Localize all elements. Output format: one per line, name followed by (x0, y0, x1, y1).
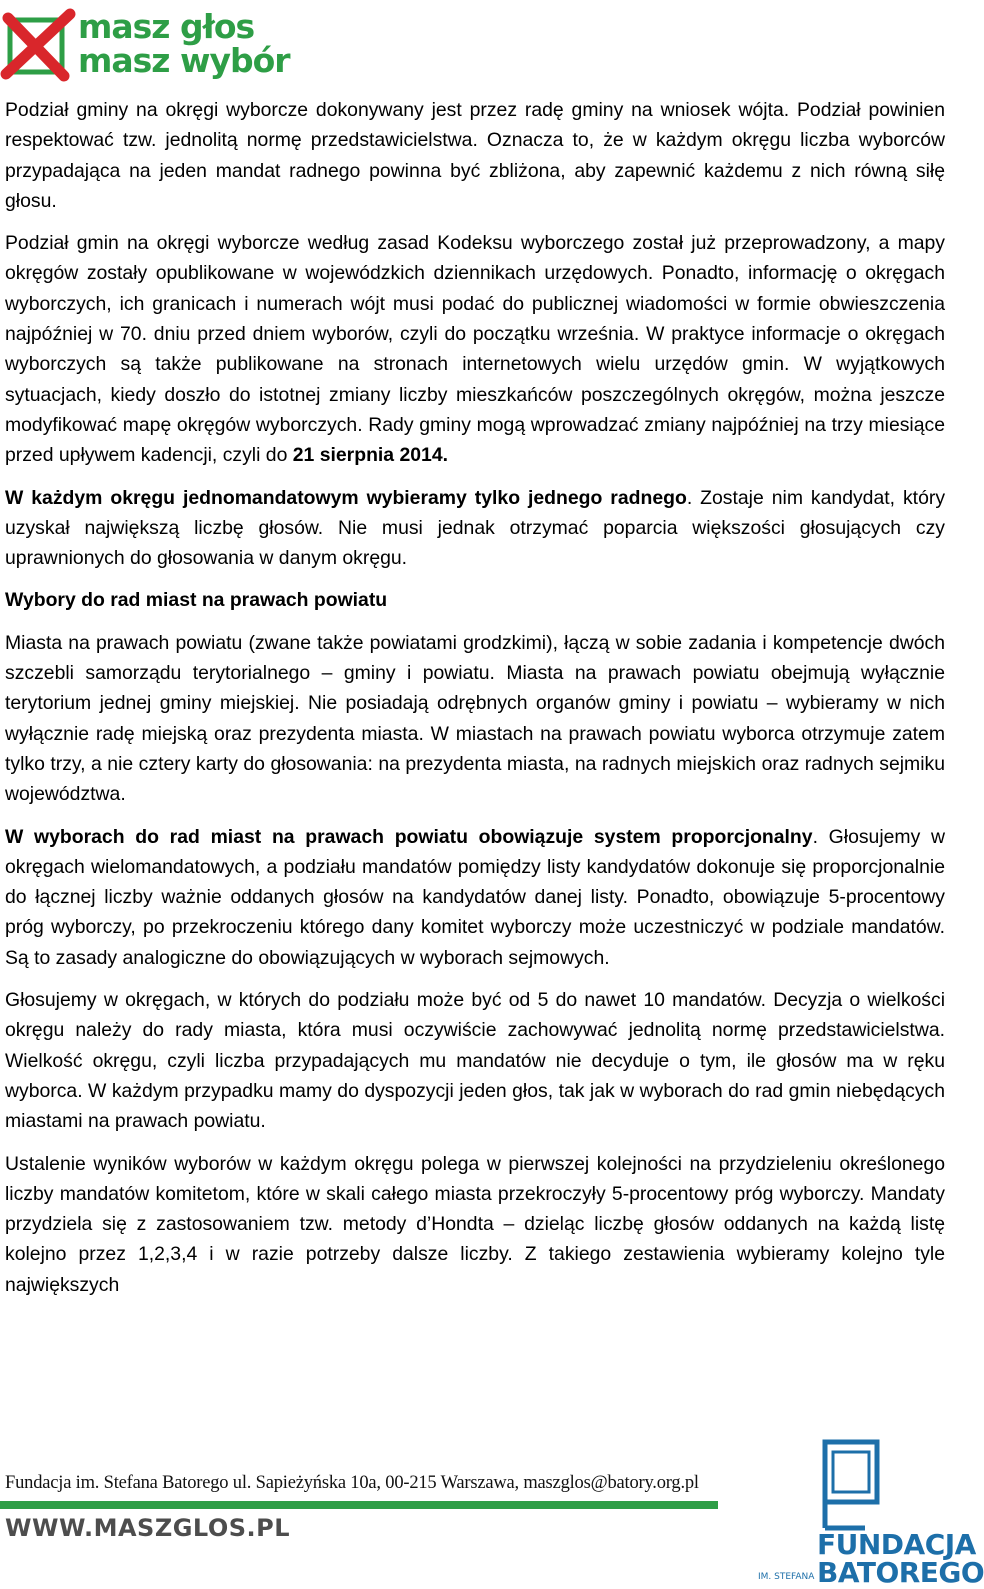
footer-address (5, 1473, 699, 1494)
bold-text: W każdym okręgu jednomandatowym wybieramy tylko jednego radnego (5, 486, 687, 509)
paragraph-text: Miasta na prawach powiatu (zwane także powiatami grodzkimi), łączą w sobie zadania i kompetencje dwóch szczebli samorządu terytorialnego – gminy i powiatu. Miasta na prawach powiatu obejmują wyłącznie terytorium jednej gminy miejskiej. Nie posiadają odrębnych organów gminy i powiatu – wybieramy w nich wyłącznie radę miejską oraz prezydenta miasta. W miastach na prawach powiatu wyborca otrzymuje zatem tylko trzy, a nie cztery karty do głosowania: na prezydenta miasta, na radnych miejskich oraz radnych sejmiku województwa. (5, 631, 945, 806)
body-paragraph (5, 822, 945, 973)
paragraph-text: . Zostaje nim kandydat, który uzyskał największą liczbę głosów. Nie musi jednak otrzymać poparcia większości głosujących czy uprawnionych do głosowania w danym okręgu. (5, 486, 946, 570)
paragraph-text: Podział gmin na okręgi wyborcze według zasad Kodeksu wyborczego został już przeprowadzony, a mapy okręgów zostały opublikowane w wojewódzkich dziennikach urzędowych. Ponadto, informację o okręgach wyborczych, ich granicach i numerach wójt musi podać do publicznej wiadomości w formie obwieszczenia najpóźniej w 70. dniu przed dniem wyborów, czyli do początku września. W praktyce informacje o okręgach wyborczych są także publikowane na stronach internetowych wielu urzędów gmin. W wyjątkowych sytuacjach, kiedy doszło do istotnej zmiany liczby mieszkańców poszczególnych okręgów, można jeszcze modyfikować mapę okręgów wyborczych. Rady gminy mogą wprowadzać zmiany najpóźniej na trzy miesiące przed upływem kadencji, czyli do (5, 232, 945, 467)
paragraph-text: Głosujemy w okręgach, w których do podziału może być od 5 do nawet 10 mandatów. Decyzja o wielkości okręgu należy do rady miasta, która musi oczywiście zachowywać jednolitą normę przedstawicielstwa. Wielkość okręgu, czyli liczba przypadających mu mandatów nie decyduje o tym, ile głosów ma w ręku wyborca. W każdym przypadku mamy do dyspozycji jeden głos, tak jak w wyborach do rad gmin niebędących miastami na prawach powiatu. (5, 989, 945, 1133)
body-paragraph (5, 985, 945, 1136)
batory-foundation-logo-icon (819, 1440, 899, 1532)
bold-text: W wyborach do rad miast na prawach powiatu obowiązuje system proporcjonalny (5, 825, 813, 848)
logo-line-2: masz wybór (78, 41, 290, 80)
document-body (5, 95, 945, 1312)
paragraph-text: Podział gminy na okręgi wyborcze dokonywany jest przez radę gminy na wniosek wójta. Podział powinien respektować tzw. jednolitą normę przedstawicielstwa. Oznacza to, że w każdym okręgu liczba wyborców przypadająca na jeden mandat radnego powinna być zbliżona, aby zapewnić każdemu z nich równą siłę głosu. (5, 99, 945, 212)
masz-glos-logo[interactable] (4, 7, 290, 84)
x-mark-icon (4, 10, 78, 82)
body-paragraph (5, 95, 945, 216)
page-footer (0, 1440, 984, 1589)
foundation-im-stefana: IM. STEFANA (758, 1572, 815, 1582)
footer-divider (0, 1501, 718, 1509)
batory-foundation-logo[interactable] (755, 1440, 984, 1589)
foundation-name-line-1: FUNDACJA (817, 1528, 976, 1561)
footer-contact[interactable]: ul. Sapieżyńska 10a, 00-215 Warszawa, maszglos@batory.org.pl (232, 1473, 699, 1493)
body-paragraph (5, 628, 945, 810)
paragraph-text: . Głosujemy w okręgach wielomandatowych, a podziału mandatów pomiędzy listy kandydatów dokonuje się proporcjonalnie do łącznej liczby ważnie oddanych głosów na kandydatów danej listy. Ponadto, obowiązuje 5-procentowy próg wyborczy, po przekroczeniu którego dany komitet wyborczy może uczestniczyć w podziale mandatów. Są to zasady analogiczne do obowiązujących w wyborach sejmowych. (5, 825, 946, 969)
footer-foundation-name: Fundacja im. Stefana Batorego (5, 1473, 229, 1493)
body-paragraph (5, 228, 945, 470)
paragraph-text: Ustalenie wyników wyborów w każdym okręgu polega w pierwszej kolejności na przydzieleniu określonego liczby mandatów komitetom, które w skali całego miasta przekroczyły 5-procentowy próg wyborczy. Mandaty przydziela się z zastosowaniem tzw. metody d’Hondta – dzieląc liczbę głosów oddanych na każdą listę kolejno przez 1,2,3,4 i w razie potrzeby dalsze liczby. Z takiego zestawienia wybieramy kolejno tyle największych (5, 1152, 945, 1296)
section-heading: Wybory do rad miast na prawach powiatu (5, 589, 388, 612)
foundation-name-line-2: BATOREGO (817, 1556, 984, 1589)
logo-line-1: masz głos (78, 7, 255, 46)
body-paragraph (5, 483, 945, 574)
logo-wordmark (78, 7, 290, 80)
body-paragraph (5, 1149, 945, 1300)
page-header (0, 0, 960, 90)
bold-text: 21 sierpnia 2014. (292, 444, 448, 467)
footer-website-link[interactable]: WWW.MASZGLOS.PL (5, 1514, 291, 1542)
